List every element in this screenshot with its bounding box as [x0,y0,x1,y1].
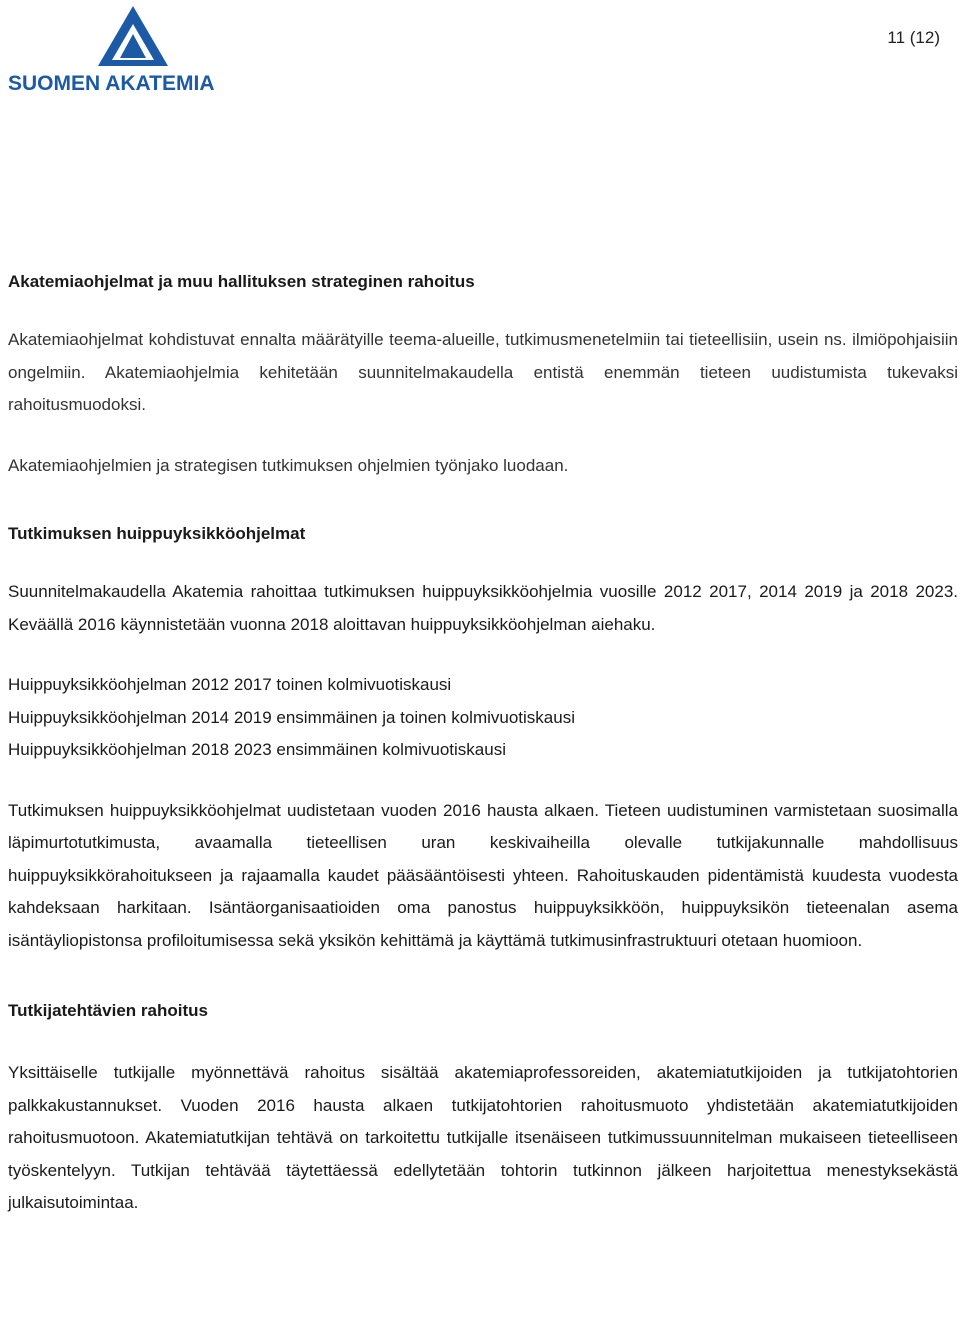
section-heading-tutkijatehtavien-rahoitus: Tutkijatehtävien rahoitus [8,1001,208,1020]
program-list [8,669,958,767]
section-heading-akatemiaohjelmat: Akatemiaohjelmat ja muu hallituksen strateginen rahoitus [8,272,475,291]
triangle-logo-icon [8,4,258,74]
paragraph: Tutkimuksen huippuyksikköohjelmat uudistetaan vuoden 2016 hausta alkaen. Tieteen uudistuminen varmistetaan suosimalla läpimurtotutkimusta, avaamalla tieteellisen uran keskivaiheilla olevalle tutkijakunnalle mahdollisuus huippuyksikkörahoitukseen ja rajaamalla kaudet pääsääntöisesti yhteen. Rahoituskauden pidentämistä kuudesta vuodesta kahdeksaan harkitaan. Isäntäorganisaatioiden oma panostus huippuyksikköön, huippuyksikön tieteenalan asema isäntäyliopistonsa profiloitumisessa sekä yksikön kehittämä ja käyttämä tutkimusinfrastruktuuri otetaan huomioon. [8,800,958,950]
paragraph: Akatemiaohjelmien ja strategisen tutkimuksen ohjelmien työnjako luodaan. [8,455,569,475]
page-number: 11 (12) [887,28,940,47]
paragraph: Yksittäiselle tutkijalle myönnettävä rahoitus sisältää akatemiaprofessoreiden, akatemiatutkijoiden ja tutkijatohtorien palkkakustannukset. Vuoden 2016 hausta alkaen tutkijatohtorien rahoitusmuoto yhdistetään akatemiatutkijoiden rahoitusmuotoon. Akatemiatutkijan tehtävä on tarkoitettu tutkijalle itsenäiseen tutkimussuunnitelman mukaiseen tieteelliseen työskentelyyn. Tutkijan tehtävää täytettäessä edellytetään tohtorin tutkinnon jälkeen harjoitettua menestyksekästä julkaisutoimintaa. [8,1063,958,1212]
section-heading-huippuyksikkoohjelmat: Tutkimuksen huippuyksikköohjelmat [8,524,306,543]
list-item: Huippuyksikköohjelman 2012 2017 toinen kolmivuotiskausi [8,675,452,694]
suomen-akatemia-logo [8,4,258,96]
logo-wordmark: SUOMEN AKATEMIA [8,72,215,95]
paragraph: Akatemiaohjelmat kohdistuvat ennalta määrätyille teema-alueille, tutkimusmenetelmiin tai tieteellisiin, usein ns. ilmiöpohjaisiin ongelmiin. Akatemiaohjelmia kehitetään suunnitelmakaudella entistä enemmän tieteen uudistumista tukevaksi rahoitusmuodoksi. [8,330,958,414]
list-item: Huippuyksikköohjelman 2014 2019 ensimmäinen ja toinen kolmivuotiskausi [8,707,575,727]
list-item: Huippuyksikköohjelman 2018 2023 ensimmäinen kolmivuotiskausi [8,740,506,759]
document-body [8,270,958,1220]
paragraph: Suunnitelmakaudella Akatemia rahoittaa tutkimuksen huippuyksikköohjelmia vuosille 2012 2017, 2014 2019 ja 2018 2023. Keväällä 2016 käynnistetään vuonna 2018 aloittavan huippuyksikköohjelman aiehaku. [8,582,958,634]
